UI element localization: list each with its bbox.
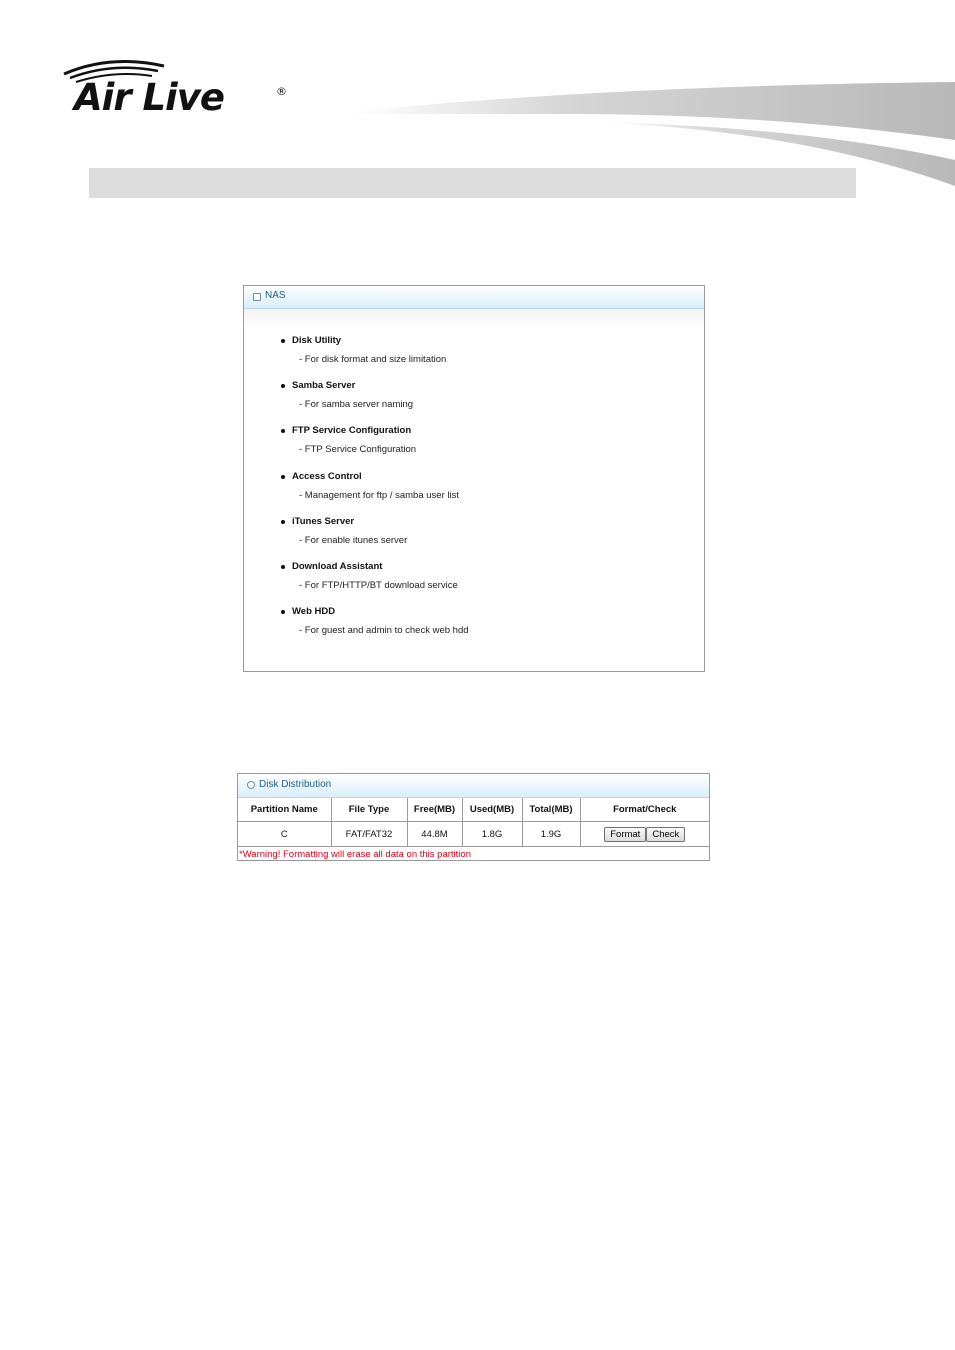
format-warning-text: *Warning! Formatting will erase all data on this partition	[239, 849, 471, 860]
nas-panel-title: NAS	[265, 290, 286, 301]
nas-item-desc: - For samba server naming	[299, 399, 414, 411]
circle-bullet-icon	[247, 781, 255, 789]
nas-item-web-hdd[interactable]	[244, 604, 704, 649]
cell-total: 1.9G	[522, 822, 580, 847]
format-button[interactable]: Format	[604, 827, 646, 842]
col-total: Total(MB)	[522, 798, 580, 822]
col-file-type: File Type	[331, 798, 407, 822]
table-header-row	[238, 798, 709, 822]
check-button[interactable]: Check	[646, 827, 685, 842]
disk-panel-title: Disk Distribution	[259, 779, 332, 790]
col-free: Free(MB)	[407, 798, 462, 822]
nas-item-desc: - For disk format and size limitation	[299, 354, 447, 365]
cell-free: 44.8M	[407, 822, 462, 847]
nas-item-title[interactable]: Disk Utility	[292, 335, 342, 346]
nas-item-desc: - For FTP/HTTP/BT download service	[299, 579, 458, 591]
nas-item-title[interactable]: Web HDD	[292, 606, 336, 618]
airlive-logo	[60, 52, 300, 132]
bullet-icon	[281, 610, 285, 614]
cell-file-type: FAT/FAT32	[331, 822, 407, 847]
disk-panel-header	[238, 774, 709, 798]
col-format-check: Format/Check	[580, 798, 709, 822]
nas-item-title[interactable]: Samba Server	[292, 380, 356, 392]
nas-item-samba-server[interactable]	[244, 378, 704, 423]
bullet-icon	[281, 339, 285, 343]
cell-used: 1.8G	[462, 822, 522, 847]
section-header-bar	[89, 168, 856, 198]
nas-panel-header	[244, 286, 704, 309]
nas-item-title[interactable]: Download Assistant	[292, 560, 383, 572]
nas-menu-list	[244, 333, 704, 649]
bullet-icon	[281, 384, 285, 388]
bullet-icon	[281, 429, 285, 433]
bullet-icon	[281, 475, 285, 479]
nas-item-desc: - Management for ftp / samba user list	[299, 489, 459, 501]
nas-panel	[243, 285, 705, 672]
nas-item-title[interactable]: Access Control	[292, 470, 362, 482]
disk-table	[238, 798, 709, 847]
col-used: Used(MB)	[462, 798, 522, 822]
nas-item-desc: - For guest and admin to check web hdd	[299, 625, 469, 637]
nas-item-desc: - For enable itunes server	[299, 534, 408, 546]
col-partition-name: Partition Name	[238, 798, 331, 822]
disk-distribution-panel	[237, 773, 710, 861]
nas-item-ftp-service[interactable]	[244, 423, 704, 468]
nas-item-download-assistant[interactable]	[244, 559, 704, 604]
square-bullet-icon	[253, 293, 261, 301]
nas-item-disk-utility[interactable]	[244, 333, 704, 378]
table-row	[238, 822, 709, 847]
nas-item-access-control[interactable]	[244, 469, 704, 514]
nas-item-title[interactable]: iTunes Server	[292, 515, 355, 527]
logo-wordmark: Air Live	[74, 76, 224, 119]
bullet-icon	[281, 520, 285, 524]
nas-item-desc: - FTP Service Configuration	[299, 444, 417, 456]
bullet-icon	[281, 565, 285, 569]
cell-partition: C	[238, 822, 331, 847]
registered-mark: ®	[276, 85, 287, 98]
nas-item-title[interactable]: FTP Service Configuration	[292, 425, 412, 437]
cell-actions	[580, 822, 709, 847]
nas-item-itunes-server[interactable]	[244, 514, 704, 559]
